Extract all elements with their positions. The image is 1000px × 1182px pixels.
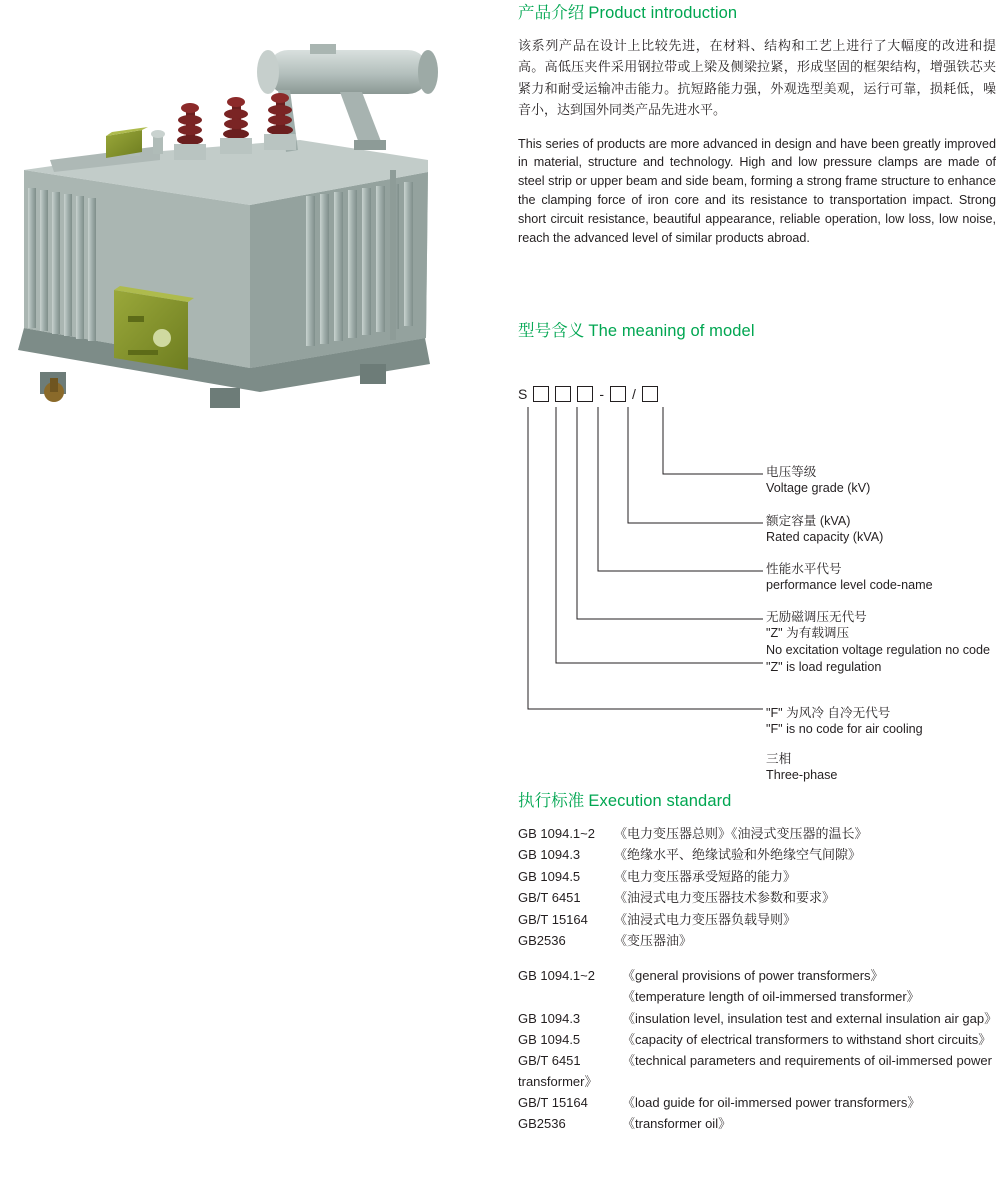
standard-name-en: 《insulation level, insulation test and external insulation (622, 1010, 941, 1026)
standard-row (518, 930, 998, 951)
standard-row-en (518, 1050, 998, 1092)
execution-standard-title (518, 792, 998, 812)
product-introduction-title (518, 4, 996, 24)
standard-row-en (518, 1092, 998, 1113)
tap-changer-box (114, 286, 194, 370)
standard-list-cn (518, 823, 998, 952)
standard-code-en: GB/T 15164 (518, 1094, 588, 1110)
standard-code-en: GB2536 (518, 1115, 566, 1131)
standard-code-en: GB 1094.5 (518, 1031, 581, 1047)
side-pipe (390, 170, 396, 340)
standard-code: GB/T 6451 (518, 890, 581, 906)
model-label-no-excitation-en2: "Z" is load regulation (766, 659, 882, 674)
standard-name-en-cont2: air gap》 (944, 1010, 998, 1026)
standard-row-en (518, 1029, 998, 1050)
standard-row-en (518, 1113, 998, 1134)
model-label-three-phase-cn: 三相 (766, 751, 792, 766)
standard-row (518, 844, 998, 865)
standard-name: 《电力变压器总则》《油浸式变压器的温长》 (614, 825, 868, 841)
standard-code-en: GB/T 6451 (518, 1052, 581, 1068)
model-code-box-5 (642, 386, 658, 402)
standard-code-en: GB 1094.3 (518, 1010, 581, 1026)
standard-list-en (518, 965, 998, 1133)
model-code-box-2 (555, 386, 571, 402)
standard-name-en: 《capacity of electrical transformers to withstand short (622, 1031, 935, 1047)
model-diagram (518, 353, 996, 783)
model-meaning-title-cn: 型号含义 (518, 322, 585, 340)
standard-code: GB 1094.3 (518, 847, 581, 863)
model-label-performance-level-en: performance level code-name (766, 578, 933, 593)
standard-row (518, 823, 998, 844)
transformer-photo (10, 20, 480, 420)
model-label-no-excitation (766, 609, 990, 675)
standard-name-en: 《transformer oil》 (622, 1115, 732, 1131)
standard-name-en-cont: 《temperature length of oil-immersed transformer》 (622, 989, 920, 1005)
transformer-illustration (10, 20, 480, 420)
product-introduction-title-en: Product introduction (588, 4, 738, 22)
product-introduction-paragraph-en: This series of products are more advanced in design and have been greatly improved in material, structure and technology. High and low pressure clamps are made of steel strip or upper beam and side beam, forming a strong frame structure to enhance the clamping force of iron core and its resistance to transportation impact. Strong short circuit resistance, beautiful appearance, reliable operation, low loss, low noise, reach the advanced level of similar products abroad. (518, 136, 996, 245)
model-label-air-cooling-en: "F" is no code for air cooling (766, 722, 923, 737)
product-introduction-title-cn: 产品介绍 (518, 4, 585, 22)
standard-name: 《绝缘水平、绝缘试验和外绝缘空气间隙》 (614, 847, 862, 863)
hv-bushings (174, 93, 296, 160)
model-label-three-phase-en: Three-phase (766, 768, 838, 783)
model-label-voltage-grade-en: Voltage grade (kV) (766, 481, 871, 496)
standard-name-en-cont2: power transformer》 (518, 1052, 992, 1089)
model-code-dash: - (599, 385, 605, 402)
model-meaning-title-en: The meaning of model (588, 322, 755, 340)
model-meaning-section (518, 322, 996, 783)
standard-code: GB/T 15164 (518, 911, 588, 927)
conservator-tank (257, 44, 438, 94)
standard-row-en (518, 965, 998, 1007)
standard-row (518, 887, 998, 908)
model-label-performance-level (766, 561, 933, 594)
standard-name-en-cont2: circuits》 (937, 1031, 992, 1047)
model-label-air-cooling-cn: "F" 为风冷 自冷无代号 (766, 705, 891, 720)
model-code-box-1 (533, 386, 549, 402)
standard-name: 《油浸式电力变压器技术参数和要求》 (614, 890, 836, 906)
model-label-air-cooling (766, 705, 923, 738)
model-label-rated-capacity (766, 513, 883, 546)
standard-row (518, 909, 998, 930)
model-meaning-title (518, 322, 996, 342)
execution-standard-section (518, 792, 998, 1134)
model-label-no-excitation-cn: 无励磁调压无代号 (766, 609, 867, 624)
product-introduction-section (518, 4, 996, 248)
standard-name-en: 《general provisions of power transformers》 (622, 968, 884, 984)
standard-code: GB 1094.5 (518, 868, 581, 884)
model-label-voltage-grade-cn: 电压等级 (766, 464, 817, 479)
standard-name: 《油浸式电力变压器负载导则》 (614, 911, 797, 927)
execution-standard-title-en: Execution standard (588, 792, 732, 810)
model-code-slash: / (632, 385, 636, 402)
model-label-three-phase (766, 751, 837, 784)
execution-standard-title-cn: 执行标准 (518, 792, 585, 810)
standard-name-en: 《technical parameters and requirements of oil-immersed (622, 1052, 953, 1068)
standard-row-en (518, 1008, 998, 1029)
model-label-no-excitation-en: No excitation voltage regulation no code (766, 643, 991, 658)
model-code-prefix: S (518, 385, 528, 402)
standard-code: GB2536 (518, 932, 566, 948)
model-code-box-3 (577, 386, 593, 402)
standard-code-en: GB 1094.1~2 (518, 968, 595, 984)
standard-row (518, 866, 998, 887)
standard-name-en: 《load guide for oil-immersed power transformers》 (622, 1094, 921, 1110)
model-label-performance-level-cn: 性能水平代号 (766, 561, 842, 576)
model-label-rated-capacity-en: Rated capacity (kVA) (766, 530, 884, 545)
model-code-box-4 (610, 386, 626, 402)
product-introduction-paragraph-cn: 该系列产品在设计上比较先进，在材料、结构和工艺上进行了大幅度的改进和提高。高低压夹件采用钢拉带或上梁及侧梁拉紧，形成坚固的框架结构，增强铁芯夹紧力和耐受运输冲击能力。抗短路能力强，外观选型美观，运行可靠，损耗低，噪音小，达到国外同类产品先进水平。 (518, 37, 996, 118)
model-label-rated-capacity-cn: 额定容量 (kVA) (766, 513, 851, 528)
standard-code: GB 1094.1~2 (518, 825, 595, 841)
standard-name: 《电力变压器承受短路的能力》 (614, 868, 797, 884)
model-label-voltage-grade (766, 464, 870, 497)
standard-name: 《变压器油》 (614, 932, 693, 948)
model-label-no-excitation-cn2: "Z" 为有载调压 (766, 626, 850, 641)
